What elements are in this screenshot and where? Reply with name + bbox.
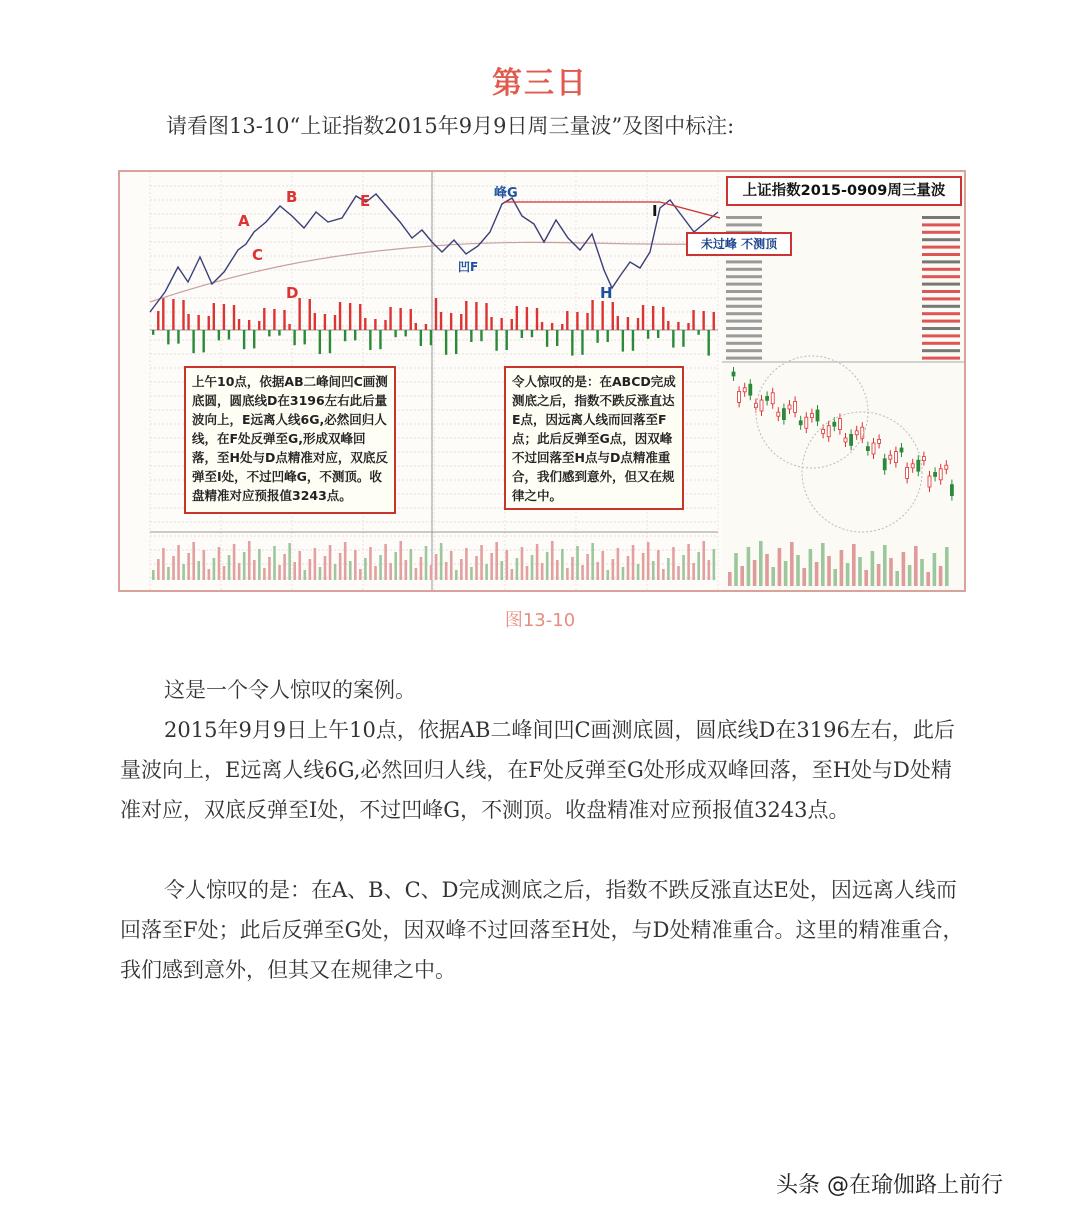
- label-g: 峰G: [494, 186, 518, 201]
- note-left: 上午10点，依据AB二峰间凹C画测底圆，圆底线D在3196左右此后量波向上，E远离人线6G,必然回归人线，在F处反弹至G,形成双峰回落，至H处与D点精准对应，双底反弹至I处，不过凹峰G，不测顶。收盘精准对应预报值3243点。: [184, 366, 396, 514]
- label-e: E: [360, 192, 371, 210]
- footer-watermark: 头条 @在瑜伽路上前行: [776, 1173, 1003, 1198]
- note-right: 令人惊叹的是：在ABCD完成测底之后，指数不跌反涨直达E点，因远离人线而回落至F点；此后反弹至G点，因双峰不过回落至H点与D点精准重合，我们感到意外，但又在规律之中。: [504, 366, 684, 510]
- chart-figure: [118, 170, 966, 592]
- paragraph-3: 令人惊叹的是：在A、B、C、D完成测底之后，指数不跌反涨直达E处，因远离人线而回落至F处；此后反弹至G处，因双峰不过回落至H处，与D处精准重合。这里的精准重合，我们感到意外，但其又在规律之中。: [120, 878, 964, 982]
- paragraph-2: 2015年9月9日上午10点，依据AB二峰间凹C画测底圆，圆底线D在3196左右，此后量波向上，E远离人线6G,必然回归人线，在F处反弹至G处形成双峰回落，至H处与D处精准对应，双底反弹至I处，不过凹峰G，不测顶。收盘精准对应预报值3243点。: [120, 718, 955, 822]
- label-a: A: [238, 212, 250, 230]
- callout-pointer: [660, 202, 720, 236]
- label-d: D: [286, 284, 299, 302]
- callout-box: 未过峰 不测顶: [686, 232, 792, 256]
- volume-bars: [152, 298, 715, 356]
- figure-title: 上证指数2015-0909周三量波: [726, 176, 962, 206]
- label-f: 凹F: [458, 260, 479, 274]
- label-b: B: [286, 188, 298, 206]
- page-heading: 第三日: [492, 66, 588, 101]
- intro-text: 请看图13-10“上证指数2015年9月9日周三量波”及图中标注:: [166, 114, 735, 138]
- paragraph-1: 这是一个令人惊叹的案例。: [164, 678, 416, 702]
- figure-caption: 图13-10: [504, 610, 576, 631]
- label-c: C: [252, 246, 264, 264]
- label-i: I: [652, 202, 658, 220]
- label-h: H: [600, 284, 613, 302]
